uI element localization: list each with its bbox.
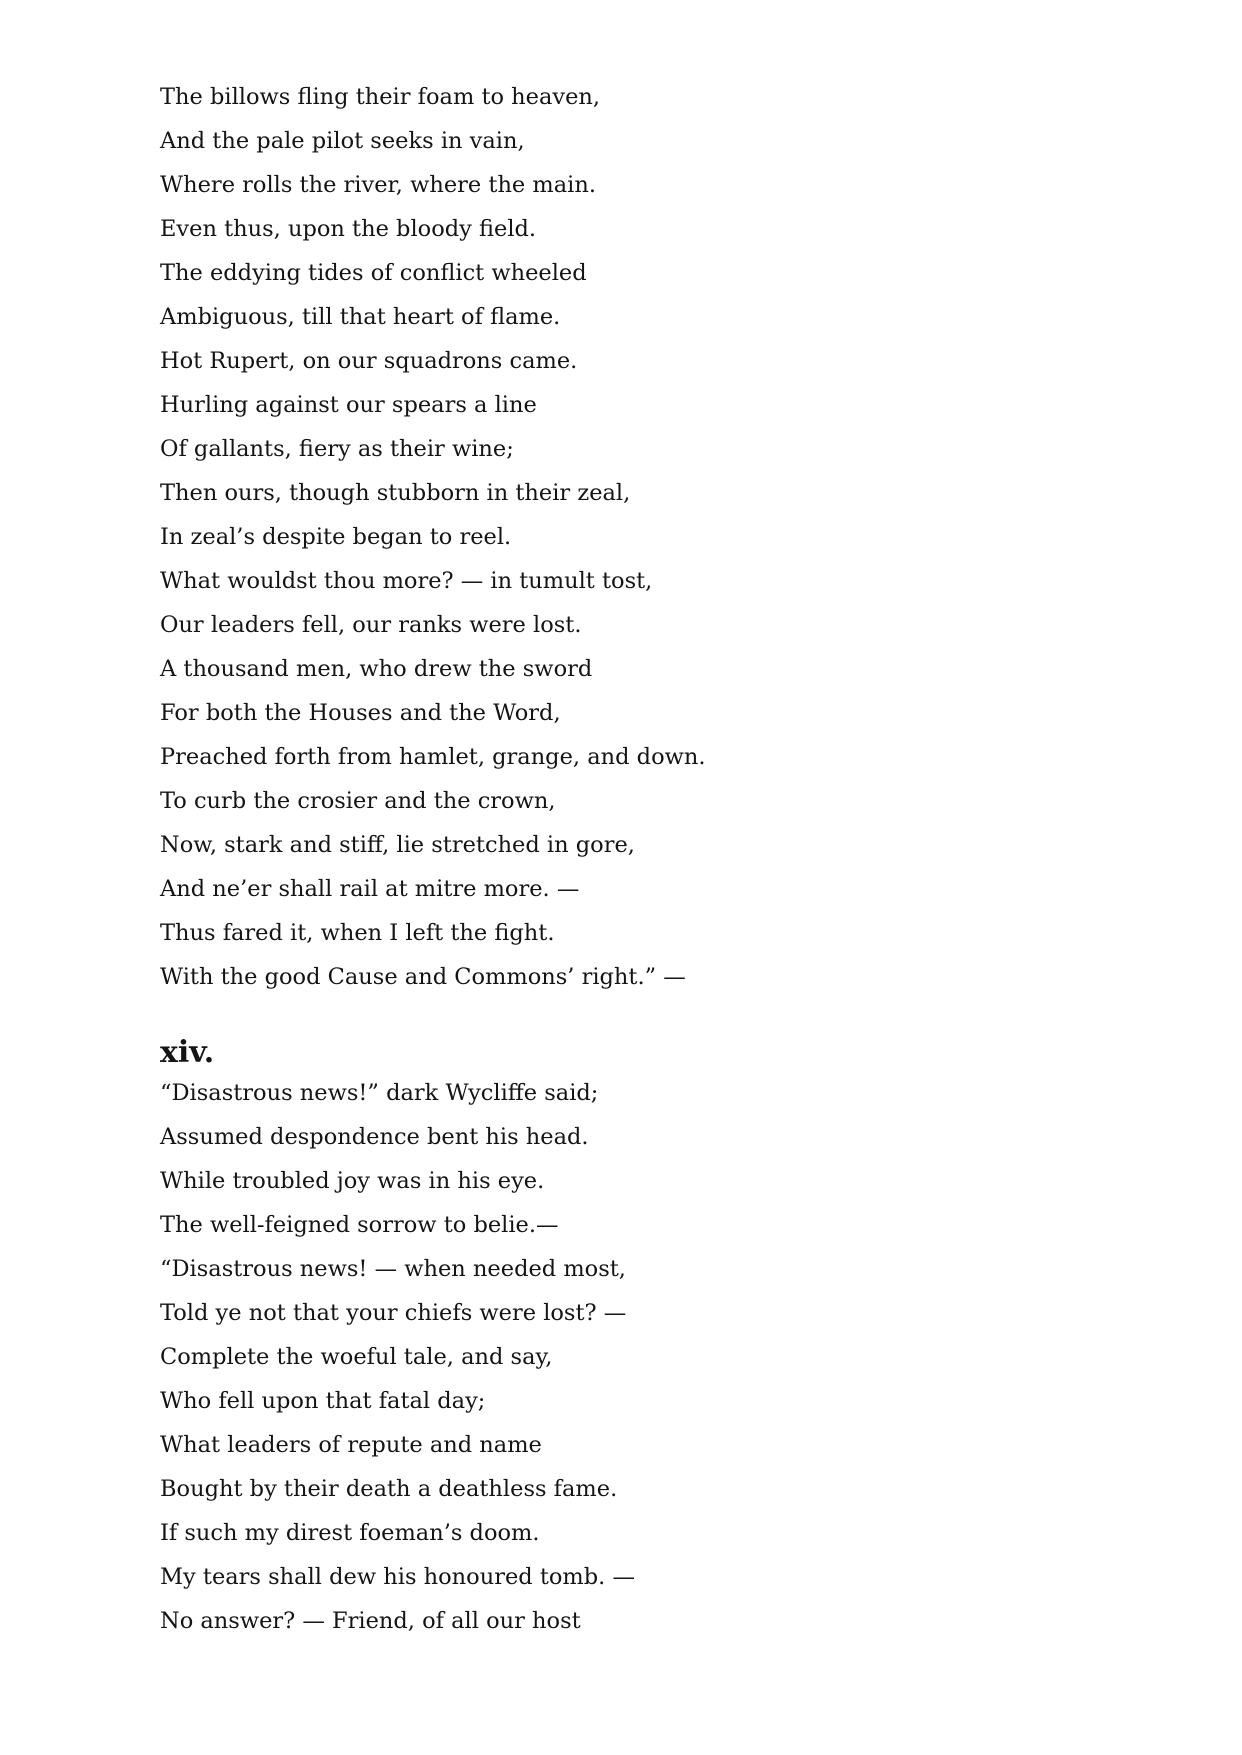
verse-line: In zeal’s despite began to reel. (160, 524, 512, 550)
verse-line: What wouldst thou more? — in tumult tost, (160, 568, 653, 594)
verse-line: Of gallants, fiery as their wine; (160, 436, 514, 462)
verse-line: The well-feigned sorrow to belie.— (160, 1212, 559, 1238)
verse-line: The eddying tides of conflict wheeled (160, 260, 587, 286)
verse-line: While troubled joy was in his eye. (160, 1168, 545, 1194)
verse-line: For both the Houses and the Word, (160, 700, 561, 726)
stanza-xiii-continuation (160, 82, 1160, 1006)
verse-line: Our leaders fell, our ranks were lost. (160, 612, 582, 638)
verse-line: “Disastrous news!” dark Wycliffe said; (160, 1080, 599, 1106)
verse-line: What leaders of repute and name (160, 1432, 542, 1458)
verse-line: Even thus, upon the bloody field. (160, 216, 537, 242)
verse-line: With the good Cause and Commons’ right.” — (160, 964, 686, 990)
verse-line: Hot Rupert, on our squadrons came. (160, 348, 578, 374)
verse-line: If such my direst foeman’s doom. (160, 1520, 540, 1546)
verse-line: My tears shall dew his honoured tomb. — (160, 1564, 635, 1590)
verse-line: Assumed despondence bent his head. (160, 1124, 589, 1150)
verse-line: A thousand men, who drew the sword (160, 656, 593, 682)
verse-line: And ne’er shall rail at mitre more. — (160, 876, 580, 902)
stanza-xiv (160, 1078, 1160, 1650)
verse-line: Bought by their death a deathless fame. (160, 1476, 618, 1502)
verse-line: Now, stark and stiff, lie stretched in gore, (160, 832, 635, 858)
section-heading-xiv: xiv. (160, 1035, 215, 1070)
verse-line: Thus fared it, when I left the fight. (160, 920, 555, 946)
verse-line: Then ours, though stubborn in their zeal, (160, 480, 631, 506)
verse-line: And the pale pilot seeks in vain, (160, 128, 525, 154)
verse-line: To curb the crosier and the crown, (160, 788, 556, 814)
verse-line: Hurling against our spears a line (160, 392, 537, 418)
verse-line: Told ye not that your chiefs were lost? — (160, 1300, 627, 1326)
poem-page (160, 82, 1160, 1650)
verse-line: Preached forth from hamlet, grange, and down. (160, 744, 706, 770)
verse-line: No answer? — Friend, of all our host (160, 1608, 581, 1634)
verse-line: Who fell upon that fatal day; (160, 1388, 486, 1414)
verse-line: Ambiguous, till that heart of flame. (160, 304, 561, 330)
verse-line: Complete the woeful tale, and say, (160, 1344, 553, 1370)
verse-line: Where rolls the river, where the main. (160, 172, 596, 198)
verse-line: The billows fling their foam to heaven, (160, 84, 601, 110)
verse-line: “Disastrous news! — when needed most, (160, 1256, 626, 1282)
